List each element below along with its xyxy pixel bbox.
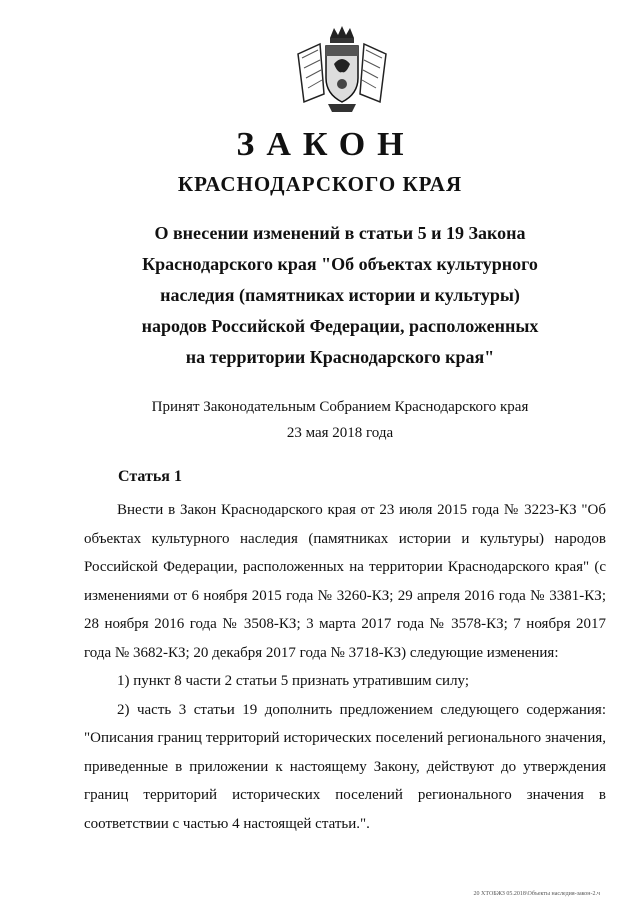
region-title: КРАСНОДАРСКОГО КРАЯ bbox=[177, 172, 463, 196]
coat-of-arms-emblem bbox=[290, 24, 394, 116]
article-item: 1) пункт 8 части 2 статьи 5 признать утратившим силу; bbox=[117, 673, 470, 689]
subject-line: Краснодарского края "Об объектах культурного bbox=[142, 254, 538, 274]
law-subject bbox=[110, 218, 570, 373]
article-paragraph: Внести в Закон Краснодарского края от 23 июля 2015 года № 3223-КЗ "Об объектах культурного наследия (памятниках истории и культуры) народов Российской Федерации, расположенных на территории Краснодарского края" (с изменениями от 6 ноября 2015 года № 3260-КЗ; 29 апреля 2016 года № 3381-КЗ; 28 ноября 2016 года № 3508-КЗ; 3 марта 2017 года № 3578-КЗ; 7 ноября 2017 года № 3682-КЗ; 20 декабря 2017 года № 3718-КЗ) следующие изменения: bbox=[84, 502, 606, 661]
article-item: 2) часть 3 статьи 19 дополнить предложением следующего содержания: "Описания границ территорий исторических поселений регионального значения, приведенные в приложении к настоящему Закону, действуют до утверждения границ территорий исторических поселений регионального значения в соответствии с частью 4 настоящей статьи.". bbox=[84, 701, 606, 832]
adoption-date: 23 мая 2018 года bbox=[286, 425, 394, 441]
subject-line: на территории Краснодарского края" bbox=[185, 347, 495, 367]
subject-line: О внесении изменений в статьи 5 и 19 Закона bbox=[154, 223, 526, 243]
file-path-footer: 20 ХТОБЖЗ 05.2018\Объекты наследия-закон-2.ч bbox=[473, 891, 600, 897]
adoption-line: Принят Законодательным Собранием Краснодарского края bbox=[151, 399, 529, 415]
subject-line: наследия (памятниках истории и культуры) bbox=[160, 285, 520, 305]
article-body bbox=[84, 496, 606, 838]
article-heading: Статья 1 bbox=[118, 468, 182, 485]
subject-line: народов Российской Федерации, расположенных bbox=[141, 316, 539, 336]
document-type-title: ЗАКОН bbox=[236, 126, 416, 163]
adoption-note bbox=[110, 394, 570, 446]
